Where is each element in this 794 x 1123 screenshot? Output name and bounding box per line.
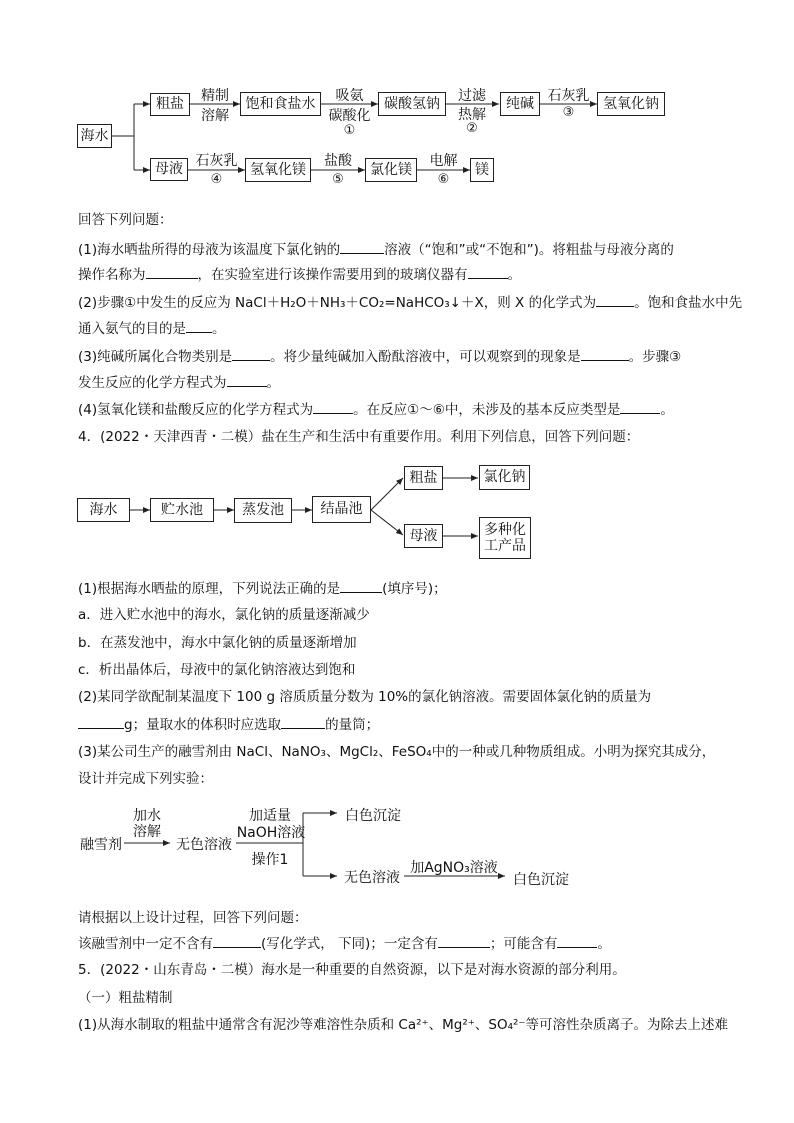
q3-intro: 回答下列问题： [78, 212, 173, 228]
q5-header: 5．(2022・山东青岛・二模）海水是一种重要的自然资源，以下是对海水资源的部分利用。 [78, 962, 626, 978]
label-jingzhi: 精制 [201, 88, 229, 104]
q4-part5: 该融雪剂中一定不含有 (写化学式， 下同)；一定含有 ；可能含有 。 [78, 936, 611, 952]
label-tansuanhua: 碳酸化 [328, 108, 371, 124]
label-step2: ② [466, 121, 478, 136]
label-naoh: NaOH溶液 [236, 825, 306, 841]
box-cuyan: 粗盐 [150, 93, 190, 116]
label-step3: ③ [562, 105, 575, 120]
label-wuse2: 无色溶液 [344, 870, 400, 886]
box-haishui: 海水 [77, 124, 112, 148]
label-wuse1: 无色溶液 [176, 837, 232, 853]
label-step1: ① [343, 123, 356, 138]
label-jiashiliang: 加适量 [249, 808, 291, 824]
box-lvhuamei: 氯化镁 [365, 158, 417, 182]
box-muye: 母液 [150, 158, 188, 181]
q4-part2-line1: (2)某同学欲配制某温度下 100 g 溶质质量分数为 10%的氯化钠溶液。需要固体氯化钠的质量为 [78, 689, 652, 705]
label-rongjie2: 溶解 [133, 824, 161, 840]
label-baise1: 白色沉淀 [345, 808, 401, 824]
box2-duozhong: 多种化 工产品 [479, 517, 531, 559]
q4-header: 4．(2022・天津西青・二模）盐在生产和生活中有重要作用。利用下列信息，回答下列问题： [78, 429, 640, 445]
box-qingyanghuamei: 氢氧化镁 [245, 158, 311, 182]
label-agno3: 加AgNO₃溶液 [410, 860, 498, 876]
q4-option-c: c．析出晶体后，母液中的氯化钠溶液达到饱和 [78, 662, 356, 678]
box-chunjian: 纯碱 [500, 92, 540, 116]
q4-part1: (1)根据海水晒盐的原理，下列说法正确的是 (填序号)； [78, 581, 447, 597]
label-baise2: 白色沉淀 [513, 872, 569, 888]
box2-lvhuana: 氯化钠 [479, 465, 530, 490]
label-shihuiru1: 石灰乳 [547, 88, 590, 104]
label-guolv: 过滤 [458, 88, 486, 104]
box2-zhengfachi: 蒸发池 [234, 498, 292, 523]
q3-part2-line2: 通入氨气的目的是 。 [78, 321, 226, 337]
label-rejie: 热解 [458, 107, 486, 123]
q3-part4: (4)氢氧化镁和盐酸反应的化学方程式为 。在反应①～⑥中，未涉及的基本反应类型是 。 [78, 402, 674, 418]
label-dianjie: 电解 [429, 153, 458, 169]
label-xian: 吸氨 [335, 88, 364, 104]
q4-option-b: b．在蒸发池中，海水中氯化钠的质量逐渐增加 [78, 635, 357, 651]
label-step6: ⑥ [437, 172, 450, 187]
box-tansuanqingna: 碳酸氢钠 [378, 92, 446, 116]
label-step5: ⑤ [332, 172, 344, 187]
label-shihuiru2: 石灰乳 [195, 153, 238, 169]
label-step4: ④ [210, 172, 223, 187]
box2-haishui: 海水 [77, 498, 130, 522]
q4-part4: 请根据以上设计过程，回答下列问题： [78, 910, 308, 926]
label-caozuo: 操作1 [251, 852, 289, 868]
q4-part3-line2: 设计并完成下列实验： [78, 771, 213, 787]
q5-part1: (1)从海水制取的粗盐中通常含有泥沙等难溶性杂质和 Ca²⁺、Mg²⁺、SO₄²⁻等可溶性杂质离子。为除去上述难 [78, 1017, 729, 1033]
box-baohe: 饱和食盐水 [240, 92, 321, 116]
box-qingyanghuana: 氢氧化钠 [597, 92, 665, 116]
q4-option-a: a．进入贮水池中的海水，氯化钠的质量逐渐减少 [78, 607, 370, 623]
box2-muye: 母液 [404, 524, 443, 548]
q3-part3-line1: (3)纯碱所属化合物类别是 。将少量纯碱加入酚酞溶液中，可以观察到的现象是 。步骤③ [78, 349, 682, 365]
box-mei: 镁 [470, 158, 494, 182]
q4-part3-line1: (3)某公司生产的融雪剂由 NaCl、NaNO₃、MgCl₂、FeSO₄中的一种或几种物质组成。小明为探究其成分， [78, 744, 716, 760]
q4-part2-line2: g；量取水的体积时应选取 的量筒； [78, 713, 379, 733]
q5-subheading: （一）粗盐精制 [78, 990, 173, 1006]
box2-zhushuichi: 贮水池 [150, 498, 214, 522]
label-rongjie: 溶解 [201, 108, 229, 124]
box2-cuyan: 粗盐 [404, 466, 443, 490]
q3-part1-line1: (1)海水晒盐所得的母液为该温度下氯化钠的 溶液（“饱和”或“不饱和”)。将粗盐与母液分离的 [78, 242, 674, 258]
q3-part3-line2: 发生反应的化学方程式为 。 [78, 375, 280, 391]
label-rongxueji: 融雪剂 [80, 837, 122, 853]
q3-part1-line2: 操作名称为 ，在实验室进行该操作需要用到的玻璃仪器有 。 [78, 267, 521, 283]
label-jiashui: 加水 [133, 808, 161, 824]
box2-jiejingchi: 结晶池 [312, 496, 371, 523]
label-yansuan: 盐酸 [324, 153, 352, 169]
q3-part2-line1: (2)步骤①中发生的反应为 NaCl＋H₂O＋NH₃＋CO₂=NaHCO₃↓＋X，则 X 的化学式为 。饱和食盐水中先 [78, 295, 743, 311]
